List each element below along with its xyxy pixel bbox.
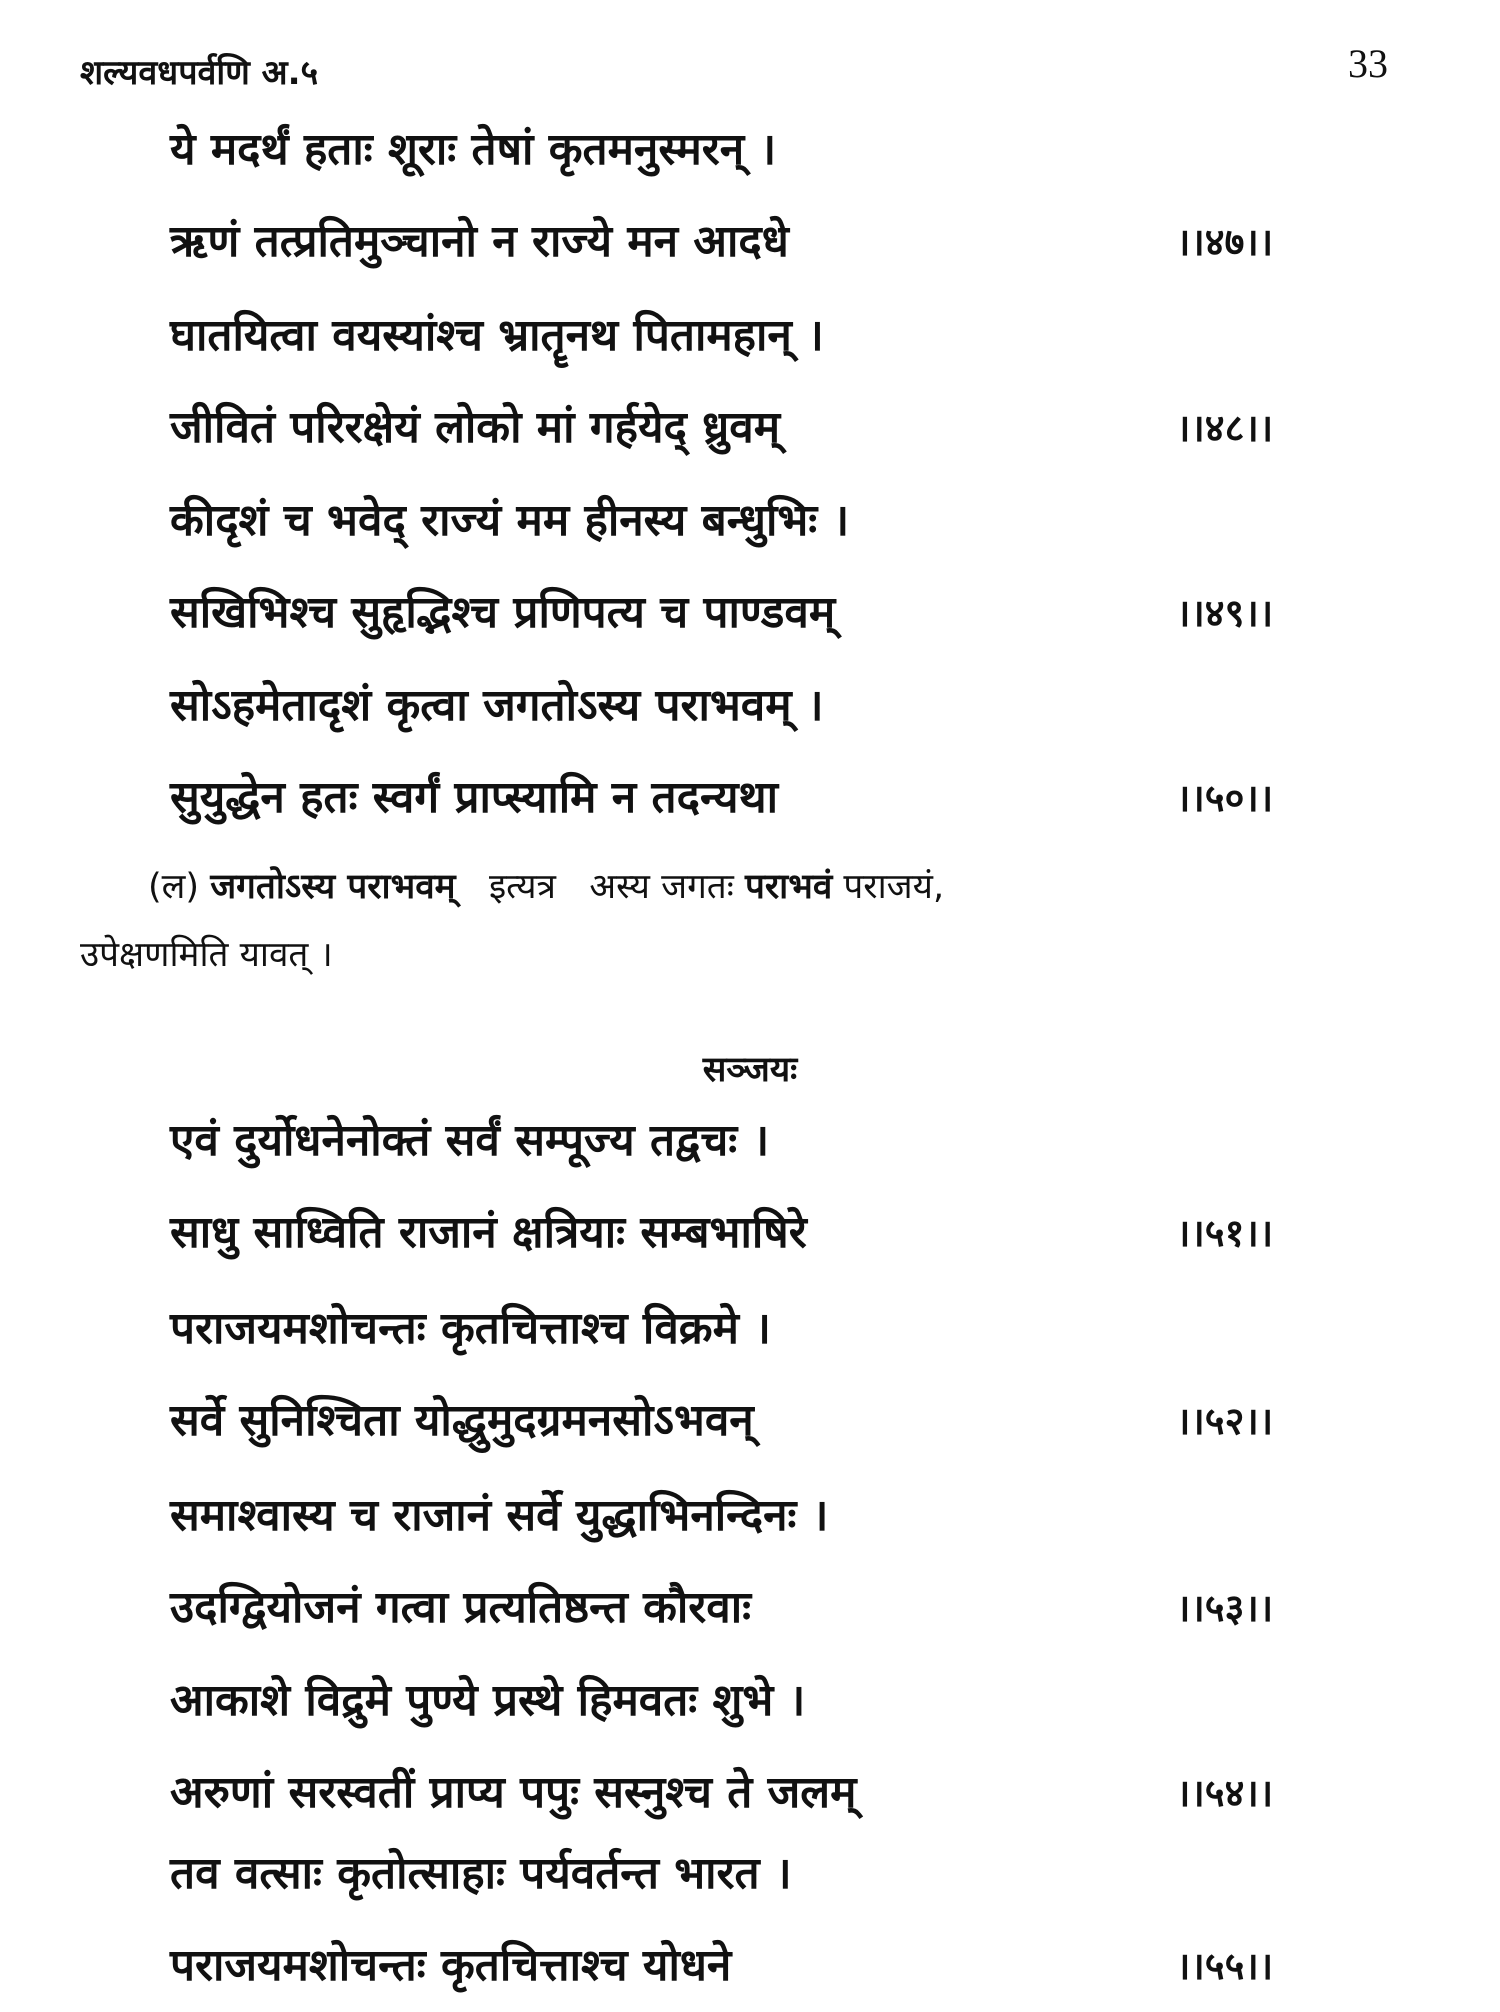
running-head: शल्यवधपर्वणि अ.५	[80, 53, 319, 93]
note-highlight: पराभवं	[744, 867, 833, 907]
verse-line	[170, 1747, 1390, 1839]
verse-line-text: उदग्द्वियोजनं गत्वा प्रत्यतिष्ठन्त कौरवाः	[170, 1582, 752, 1633]
verse-number: ।।५२।।	[1176, 1399, 1274, 1443]
verse-line-text: सर्वे सुनिश्चिता योद्धुमुदग्रमनसोऽभवन्	[170, 1395, 754, 1446]
verse-53	[170, 1470, 1390, 1654]
verse-50	[170, 660, 1390, 844]
verse-line-text: साधु साध्विति राजानं क्षत्रियाः सम्बभाषिरे	[170, 1207, 807, 1258]
verse-line-text: सखिभिश्च सुहृद्भिश्च प्रणिपत्य च पाण्डवम्	[170, 587, 836, 638]
verse-line	[170, 567, 1390, 659]
note-label: (ल)	[148, 867, 200, 907]
note-line: उपेक्षणमिति यावत् ।	[80, 935, 333, 975]
commentary-note	[80, 853, 1420, 989]
note-text: पराजयं,	[843, 867, 945, 907]
verse-number: ।।५५।।	[1176, 1944, 1274, 1988]
verse-line	[170, 382, 1390, 474]
note-phrase: जगतोऽस्य पराभवम्	[210, 867, 456, 907]
verse-49	[170, 475, 1390, 659]
page-number: 33	[1348, 41, 1388, 86]
note-line	[80, 853, 1420, 921]
verse-line: घातयित्वा वयस्यांश्च भ्रातॄनथ पितामहान् ।	[170, 310, 824, 361]
verse-line: समाश्वास्य च राजानं सर्वे युद्धाभिनन्दिनः ।	[170, 1490, 829, 1541]
verse-line: एवं दुर्योधनेनोक्तं सर्वं सम्पूज्य तद्वचः ।	[170, 1115, 770, 1166]
verse-line-text: पराजयमशोचन्तः कृतचित्ताश्च योधने	[170, 1940, 732, 1991]
verse-line-text: सुयुद्धेन हतः स्वर्गं प्राप्स्यामि न तदन्यथा	[170, 772, 778, 823]
verse-47	[170, 104, 1390, 288]
verse-line	[170, 1375, 1390, 1467]
speaker-heading: सञ्जयः	[702, 1050, 798, 1090]
verse-line: सोऽहमेतादृशं कृत्वा जगतोऽस्य पराभवम् ।	[170, 680, 824, 731]
verse-52	[170, 1283, 1390, 1467]
verse-line	[170, 752, 1390, 844]
verse-number: ।।४७।।	[1176, 220, 1274, 264]
verse-54	[170, 1655, 1390, 1839]
verse-line	[170, 196, 1390, 288]
verse-line	[170, 1187, 1390, 1279]
verse-line-text: जीवितं परिरक्षेयं लोको मां गर्हयेद् ध्रुवम्	[170, 402, 781, 453]
verse-line	[170, 1920, 1390, 2012]
verse-line-text: अरुणां सरस्वतीं प्राप्य पपुः सस्नुश्च ते जलम्	[170, 1767, 857, 1818]
verse-line: पराजयमशोचन्तः कृतचित्ताश्च विक्रमे ।	[170, 1303, 771, 1354]
verse-number: ।।५४।।	[1176, 1771, 1274, 1815]
verse-line	[170, 1562, 1390, 1654]
verse-55	[170, 1828, 1390, 2012]
verse-number: ।।४९।।	[1176, 591, 1274, 635]
verse-number: ।।५१।।	[1176, 1211, 1274, 1255]
verse-line: तव वत्साः कृतोत्साहाः पर्यवर्तन्त भारत ।	[170, 1848, 792, 1899]
verse-line: ये मदर्थं हताः शूराः तेषां कृतमनुस्मरन् ।	[170, 124, 777, 175]
verse-number: ।।५३।।	[1176, 1586, 1274, 1630]
verse-51	[170, 1095, 1390, 1279]
verse-number: ।।४८।।	[1176, 406, 1274, 450]
verse-line: आकाशे विद्रुमे पुण्ये प्रस्थे हिमवतः शुभे ।	[170, 1675, 806, 1726]
note-text: इत्यत्र	[488, 867, 556, 907]
verse-line: कीदृशं च भवेद् राज्यं मम हीनस्य बन्धुभिः ।	[170, 495, 850, 546]
note-text: अस्य जगतः	[589, 867, 734, 907]
verse-48	[170, 290, 1390, 474]
verse-number: ।।५०।।	[1176, 776, 1274, 820]
verse-line-text: ऋणं तत्प्रतिमुञ्चानो न राज्ये मन आदधे	[170, 216, 789, 267]
